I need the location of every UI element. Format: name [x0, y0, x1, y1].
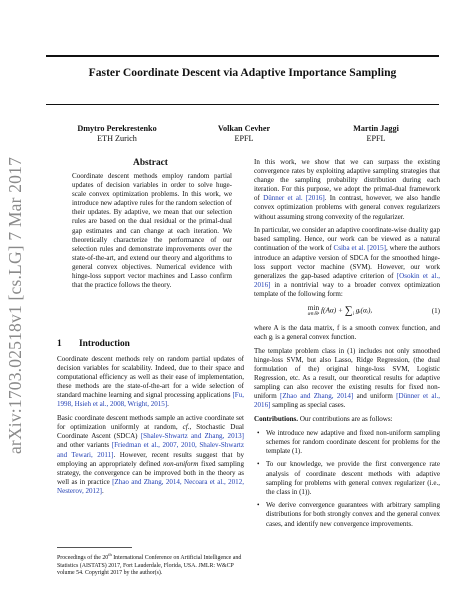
footnote-rule	[57, 547, 132, 548]
section-number: 1	[57, 339, 62, 349]
citation-link[interactable]: [Dünner et al., 2016]	[254, 392, 441, 410]
list-item: • We introduce new adaptive and fixed non-uniform sampling schemes for random coordinate descent for problems for the template (1).	[254, 429, 440, 456]
title-rule-bottom	[46, 104, 439, 105]
list-item: • We derive convergence guarantees with arbitrary sampling distributions for both strongly convex and the general convex cases, and identify new convergence improvements.	[254, 501, 440, 528]
right-paragraph-1: In this work, we show that we can surpass the existing convergence rates by exploiting adaptive sampling strategies that change the sampling probability distribution during each iteration. For this purpose, we adopt the primal-dual framework of Dünner et al. [2016]. In contrast, however, we also handle convex optimization problems with general convex regularizers without assuming strong convexity of the regularizer.	[254, 158, 440, 221]
footnote: Proceedings of the 20th International Conference on Artificial Intelligence and Statistics (AISTATS) 2017, Fort Lauderdale, Florida, USA. JMLR: W&CP volume 54. Copyright 2017 by the author(s).	[57, 552, 242, 577]
abstract-heading: Abstract	[133, 158, 168, 168]
intro-paragraph-2: Basic coordinate descent methods sample an active coordinate set for optimization uniformly at random, cf., Stochastic Dual Coordinate Ascent (SDCA) [Shalev-Shwartz and Zhang, 2013] and other variants [Friedman et al., 2007, 2010, Shalev-Shwartz and Tewari, 2011]. However, recent results suggest that by employing an appropriately defined non-uniform fixed sampling strategy, the convergence can be improved both in the theory as well as in practice [Zhao and Zhang, 2014, Necoara et al., 2012, Nesterov, 2012].	[57, 414, 245, 495]
citation-link[interactable]: [Zhao and Zhang, 2014]	[280, 392, 354, 401]
paper-title: Faster Coordinate Descent via Adaptive Importance Sampling	[88, 66, 397, 79]
arxiv-identifier-stamp	[6, 140, 26, 470]
author-3	[336, 124, 416, 144]
title-rule-top	[46, 55, 439, 57]
citation-link[interactable]: [Friedman et al., 2007, 2010, Shalev-Shwartz and Tewari, 2011]	[57, 441, 245, 459]
author-name: Volkan Cevher	[217, 124, 271, 133]
contributions-list	[254, 429, 440, 529]
right-paragraph-3: where A is the data matrix, f is a smooth convex function, and each gᵢ is a general convex function.	[254, 323, 440, 341]
citation-link[interactable]: [Zhao and Zhang, 2014, Necoara et al., 2012, Nesterov, 2012]	[57, 477, 244, 495]
author-affiliation: ETH Zurich	[97, 134, 137, 143]
section-title: Introduction	[79, 339, 130, 349]
citation-link[interactable]: Dünner et al. [2016]	[263, 194, 325, 203]
right-paragraph-4: The template problem class in (1) includes not only smoothed hinge-loss SVM, but also Lasso, Ridge Regression, (the dual formulation of the) original hinge-loss SVM, Logistic Regression, etc. As a result, our theoretical results for adaptive sampling can also recover the existing results for fixed non-uniform [Zhao and Zhang, 2014] and uniform [Dünner et al., 2016] sampling as special cases.	[254, 346, 441, 410]
author-affiliation: EPFL	[234, 134, 254, 143]
equation-body: min α∈ℝⁿ $f(A\alpha) + \sum_i$ gᵢ(αᵢ),	[307, 302, 373, 317]
abstract-body: Coordinate descent methods employ random partial updates of decision variables in order to solve huge-scale convex optimization problems. In this work, we introduce new adaptive rules for the random selection of their updates. By adaptive, we mean that our selection rules are based on the dual residual or the primal-dual gap estimates and can change at each iteration. We theoretically characterize the performance of our selection rules and demonstrate improvements over the state-of-the-art, and extend our theory and algorithms to general convex objectives. Numerical evidence with hinge-loss support vector machines and Lasso confirm that the practice follows the theory.	[72, 172, 232, 290]
introduction-body	[57, 355, 244, 501]
intro-paragraph-1: Coordinate descent methods rely on random partial updates of decision variables for scalability. Indeed, due to their space and computational efficiency as well as their ease of implementation, these methods are the state-of-the-art for a wide selection of standard machine learning and signal processing applications [Fu, 1998, Hsieh et al., 2008, Wright, 2015].	[57, 355, 244, 409]
list-item: • To our knowledge, we provide the first convergence rate analysis of coordinate descent methods with adaptive sampling for problems with general convex regularizer (i.e., the class in (1)).	[254, 460, 440, 496]
equation-number: (1)	[431, 306, 440, 315]
right-paragraph-2: In particular, we consider an adaptive coordinate-wise duality gap based sampling. Hence, our work can be viewed as a natural continuation of the work of Csiba et al. [2015], where the authors introduce an adaptive version of SDCA for the smoothed hinge-loss support vector machine (SVM). However, our work generalizes the gap-based adaptive criterion of [Osokin et al., 2016] in a nontrivial way to a broader convex optimization template of the following form:	[254, 226, 440, 298]
min-operator: min α∈ℝⁿ	[307, 302, 320, 317]
arxiv-id-text: arXiv:1703.02518v1 [cs.LG] 7 Mar 2017	[5, 156, 26, 454]
author-name: Martin Jaggi	[353, 124, 399, 133]
equation-1	[254, 304, 440, 319]
citation-link[interactable]: [Osokin et al., 2016]	[254, 271, 440, 289]
right-column	[254, 158, 440, 533]
citation-link[interactable]: [Fu, 1998, Hsieh et al., 2008, Wright, 2015]	[57, 391, 244, 409]
author-1	[62, 124, 172, 144]
author-2	[212, 124, 276, 144]
contributions-label: Contributions.	[254, 414, 299, 423]
section-heading-introduction	[57, 339, 130, 349]
author-name: Dmytro Perekrestenko	[77, 124, 157, 133]
citation-link[interactable]: Csiba et al. [2015]	[333, 244, 386, 253]
author-affiliation: EPFL	[366, 134, 386, 143]
citation-link[interactable]: [Shalev-Shwartz and Zhang, 2013]	[140, 432, 244, 441]
contributions-paragraph: Contributions. Our contributions are as follows:	[254, 414, 393, 423]
sum-symbol: ∑	[344, 304, 353, 317]
